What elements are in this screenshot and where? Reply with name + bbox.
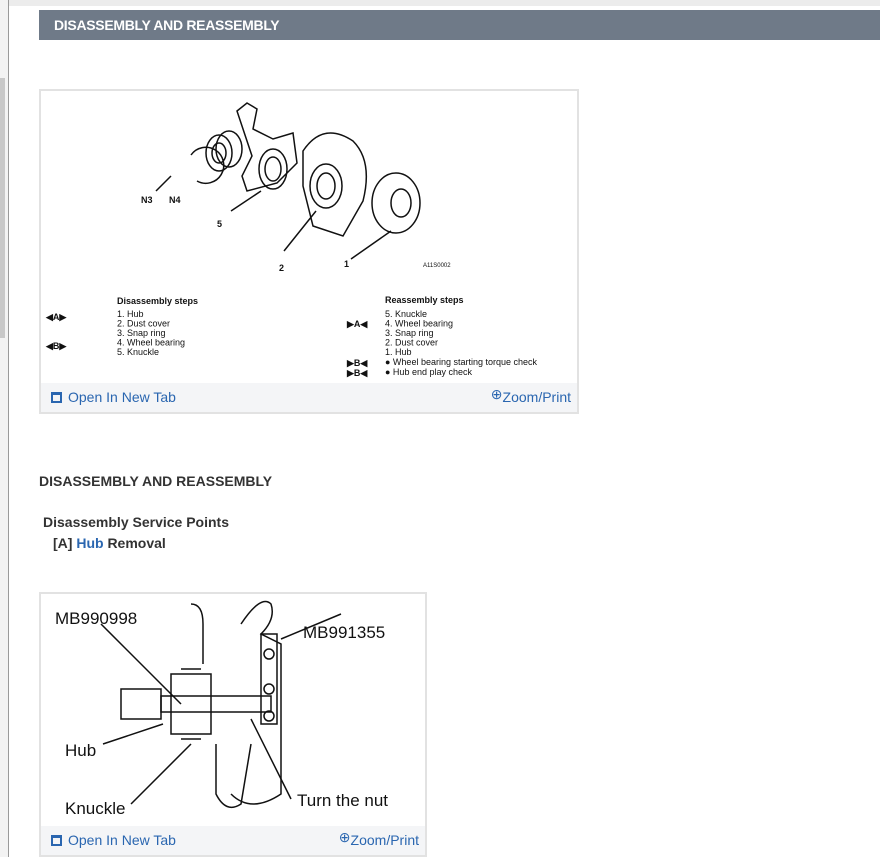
reassembly-step: 5. Knuckle [385, 309, 428, 319]
open-label: Open In New Tab [68, 832, 176, 848]
item-prefix: [A] [53, 535, 73, 551]
reassembly-step: ● Hub end play check [385, 367, 472, 377]
hub-removal-diagram [41, 594, 425, 826]
label-5: 5 [217, 219, 223, 229]
label-2: 2 [279, 263, 285, 273]
zoom-in-icon: ⊕ [338, 829, 351, 845]
mark-b: ◀B▶ [46, 341, 67, 351]
open-new-tab-link[interactable] [51, 832, 176, 848]
hub-link[interactable]: Hub [76, 535, 104, 551]
mark-b: ▶B◀ [347, 368, 368, 378]
label-knuckle: Knuckle [65, 799, 126, 818]
figure-code: A11S0002 [423, 263, 451, 269]
open-new-tab-link[interactable] [51, 389, 176, 405]
label-n3: N3 [141, 195, 153, 205]
figure-footer [41, 826, 425, 855]
reassembly-step: 2. Dust cover [385, 337, 439, 348]
label-n4: N4 [169, 195, 181, 205]
mark-a: ▶A◀ [347, 319, 368, 329]
zoom-label: Zoom/Print [350, 832, 419, 848]
figure-footer [41, 383, 577, 412]
section-header: DISASSEMBLY AND REASSEMBLY [39, 10, 880, 40]
scrollbar[interactable] [0, 0, 9, 857]
reassembly-step: ● Wheel bearing starting torque check [385, 357, 538, 367]
zoom-print-link[interactable] [491, 386, 571, 403]
open-tab-icon [51, 835, 62, 846]
reassembly-step: 4. Wheel bearing [385, 318, 454, 329]
disassembly-step: 1. Hub [117, 309, 144, 319]
label-hub: Hub [65, 741, 97, 760]
mark-a: ◀A▶ [46, 312, 67, 322]
service-point-item [53, 535, 166, 551]
figure-exploded-view [39, 89, 579, 414]
zoom-label: Zoom/Print [502, 389, 571, 405]
zoom-in-icon: ⊕ [490, 386, 503, 402]
open-tab-icon [51, 392, 62, 403]
reassembly-step: 1. Hub [385, 347, 412, 357]
scrollbar-thumb[interactable] [0, 78, 5, 338]
label-1: 1 [344, 259, 350, 269]
figure-hub-removal [39, 592, 427, 857]
zoom-print-link[interactable] [339, 829, 419, 846]
disassembly-step: 4. Wheel bearing [117, 337, 186, 348]
open-label: Open In New Tab [68, 389, 176, 405]
service-points-title: Disassembly Service Points [43, 514, 229, 530]
label-mb990998: MB990998 [55, 609, 138, 628]
reassembly-step: 3. Snap ring [385, 328, 434, 338]
item-suffix: Removal [107, 535, 166, 551]
top-strip [0, 0, 880, 6]
label-turn-nut: Turn the nut [297, 791, 389, 810]
disassembly-step: 5. Knuckle [117, 347, 160, 357]
mark-b: ▶B◀ [347, 358, 368, 368]
disassembly-step: 3. Snap ring [117, 328, 166, 338]
snap-ring [191, 147, 224, 183]
exploded-diagram [41, 91, 577, 383]
reassembly-title: Reassembly steps [385, 295, 464, 305]
section-title: DISASSEMBLY AND REASSEMBLY [39, 473, 273, 489]
label-mb991355: MB991355 [303, 623, 386, 642]
disassembly-title: Disassembly steps [117, 296, 199, 306]
disassembly-step: 2. Dust cover [117, 318, 171, 329]
